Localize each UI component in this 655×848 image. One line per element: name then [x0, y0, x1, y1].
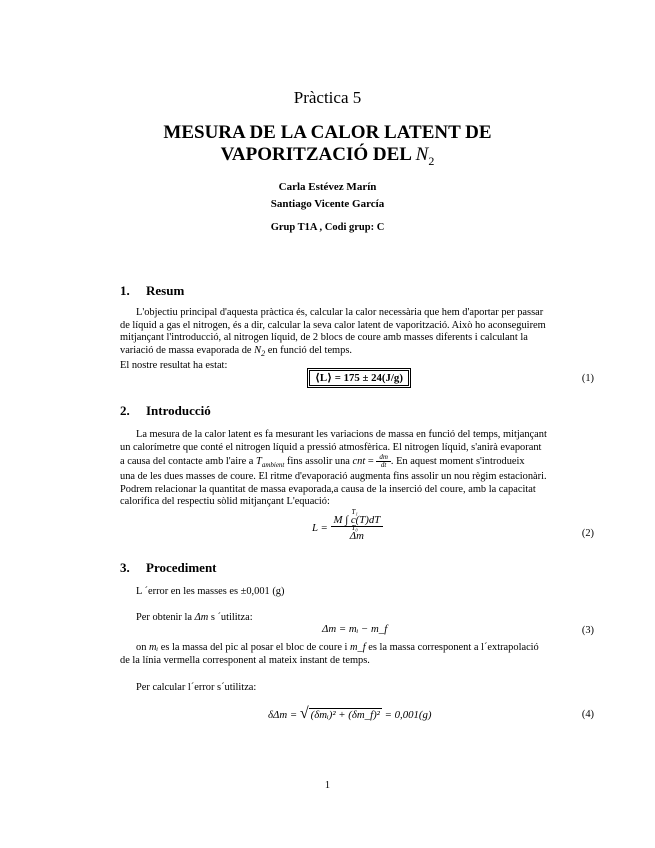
author-1: Carla Estévez Marín: [278, 181, 377, 193]
equation-1: [309, 371, 409, 384]
mi-symbol: mᵢ: [149, 642, 159, 653]
equation-1-boxed: ⟨L⟩ = 175 ± 24(J/g): [309, 370, 409, 386]
cnt-equals: =: [367, 455, 374, 467]
equation-4-rhs: = 0,001(g): [384, 709, 432, 721]
equation-2-fraction: [331, 508, 384, 542]
integral-upper-limit: T₁: [351, 508, 358, 516]
s2-line-2: un calorímetre que conté el nitrogen líquid a pressió atmosfèrica. El nitrogen líquid, s'anirà evaporant: [120, 441, 542, 453]
s3-line-3c: es la massa corresponent a l´extrapolació: [368, 642, 539, 653]
s3-line-5: Per calcular l´error s´utilitza:: [136, 682, 257, 693]
dm-numerator: dm: [376, 454, 391, 462]
cnt-symbol: cnt: [352, 455, 366, 467]
s1-line-4a: variació de massa evaporada de: [120, 344, 252, 356]
title-line-2-text: VAPORITZACIÓ DEL: [220, 144, 411, 165]
s2-line-3: [120, 454, 594, 471]
section-3-heading: [120, 560, 217, 576]
equation-2-numerator: [331, 508, 384, 532]
title-line-2: [0, 144, 655, 172]
s2-line-3c: . En aquest moment s'introdueix: [390, 455, 525, 467]
equation-4-lhs: δΔm =: [268, 709, 298, 721]
equation-3: Δm = mᵢ − m_f: [322, 623, 388, 635]
page-number: 1: [324, 780, 331, 791]
author-2: Santiago Vicente García: [270, 198, 385, 210]
dt-denominator: dt: [380, 461, 387, 469]
section-2-number: 2.: [120, 403, 130, 418]
title-variable: N: [415, 144, 429, 165]
dm-dt-fraction: [376, 454, 391, 469]
equation-4-radicand: (δmᵢ)² + (δm_f)²: [310, 709, 380, 721]
s3-line-3a: on: [136, 642, 147, 653]
equation-4-number: (4): [581, 709, 594, 720]
equation-2-number: (2): [581, 528, 594, 539]
equation-2-denominator: Δm: [349, 530, 364, 542]
section-2-title: Introducció: [146, 403, 211, 418]
s3-line-2a: Per obtenir la: [136, 612, 192, 623]
title-line-1: MESURA DE LA CALOR LATENT DE: [163, 122, 492, 143]
equation-2: [312, 508, 383, 542]
section-2-heading: [120, 403, 211, 419]
section-3-title: Procediment: [146, 560, 217, 575]
s1-line-4b: en funció del temps.: [267, 344, 352, 356]
n2-symbol: $N_2$: [254, 344, 266, 358]
practica-heading: Pràctica 5: [293, 88, 362, 107]
section-1-paragraph: [120, 307, 594, 373]
mf-symbol: m_f: [350, 642, 366, 653]
equation-2-lhs: L =: [312, 522, 328, 534]
s2-line-5: Podrem relacionar la quantitat de massa evaporada,a causa de la inserció del coure, amb la capacitat: [120, 483, 536, 495]
s3-line-3b: es la massa del pic al posar el bloc de coure i: [160, 642, 348, 653]
s3-line-1: L ´error en les masses es ±0,001 (g): [136, 586, 285, 597]
group-info: Grup T1A , Codi grup: C: [270, 222, 385, 233]
section-2-paragraph: [120, 429, 594, 509]
section-1-number: 1.: [120, 283, 130, 298]
section-1-heading: [120, 283, 184, 299]
s1-line-5: El nostre resultat ha estat:: [120, 360, 228, 372]
section-3-paragraph: [120, 642, 594, 667]
s1-line-3: mitjançant l'introducció, al nitrogen líquid, de 2 blocs de coure amb masses diferents i calculant la: [120, 332, 528, 343]
section-3-number: 3.: [120, 560, 130, 575]
s2-line-4: una de les dues masses de coure. El ritme d'evaporació augmenta fins assolir un nou règim estacionàri.: [120, 471, 547, 483]
s3-line-4: de la línia vermella corresponent al mateix instant de temps.: [120, 654, 370, 666]
equation-2-integral: M ∫ c(T)dT: [333, 514, 381, 526]
s2-line-1: La mesura de la calor latent es fa mesurant les variacions de massa en funció del temps, mitjançant: [136, 429, 547, 440]
integral-lower-limit: T₀: [351, 524, 358, 532]
s1-line-4: [120, 345, 594, 361]
s3-line-2: [136, 612, 253, 625]
s2-line-3a: a causa del contacte amb l'aire a: [120, 455, 254, 467]
paper-title: [0, 122, 655, 172]
equation-3-number: (3): [581, 625, 594, 636]
t-ambient-symbol: T: [256, 455, 262, 467]
equation-1-number: (1): [581, 373, 594, 384]
sqrt-icon: √: [299, 705, 309, 722]
s3-line-2b: s ´utilitza:: [210, 612, 253, 623]
s2-line-6: calorífica del respectiu sòlid mitjançant L'equació:: [120, 496, 330, 508]
s2-line-3b: fins assolir una: [286, 455, 350, 467]
t-ambient-subscript: ambient: [261, 460, 285, 469]
delta-m-symbol: Δm: [194, 612, 209, 623]
title-subscript: 2: [428, 153, 435, 168]
s1-line-1: L'objectiu principal d'aquesta pràctica és, calcular la calor necessària que hem d'aportar per passar: [136, 307, 544, 318]
s3-line-3: [120, 642, 594, 655]
s1-line-2: de líquid a gas el nitrogen, és a dir, calcular la seva calor latent de vaporització. Això ho aconseguirem: [120, 319, 546, 331]
section-1-title: Resum: [146, 283, 185, 298]
equation-4: [268, 705, 431, 723]
